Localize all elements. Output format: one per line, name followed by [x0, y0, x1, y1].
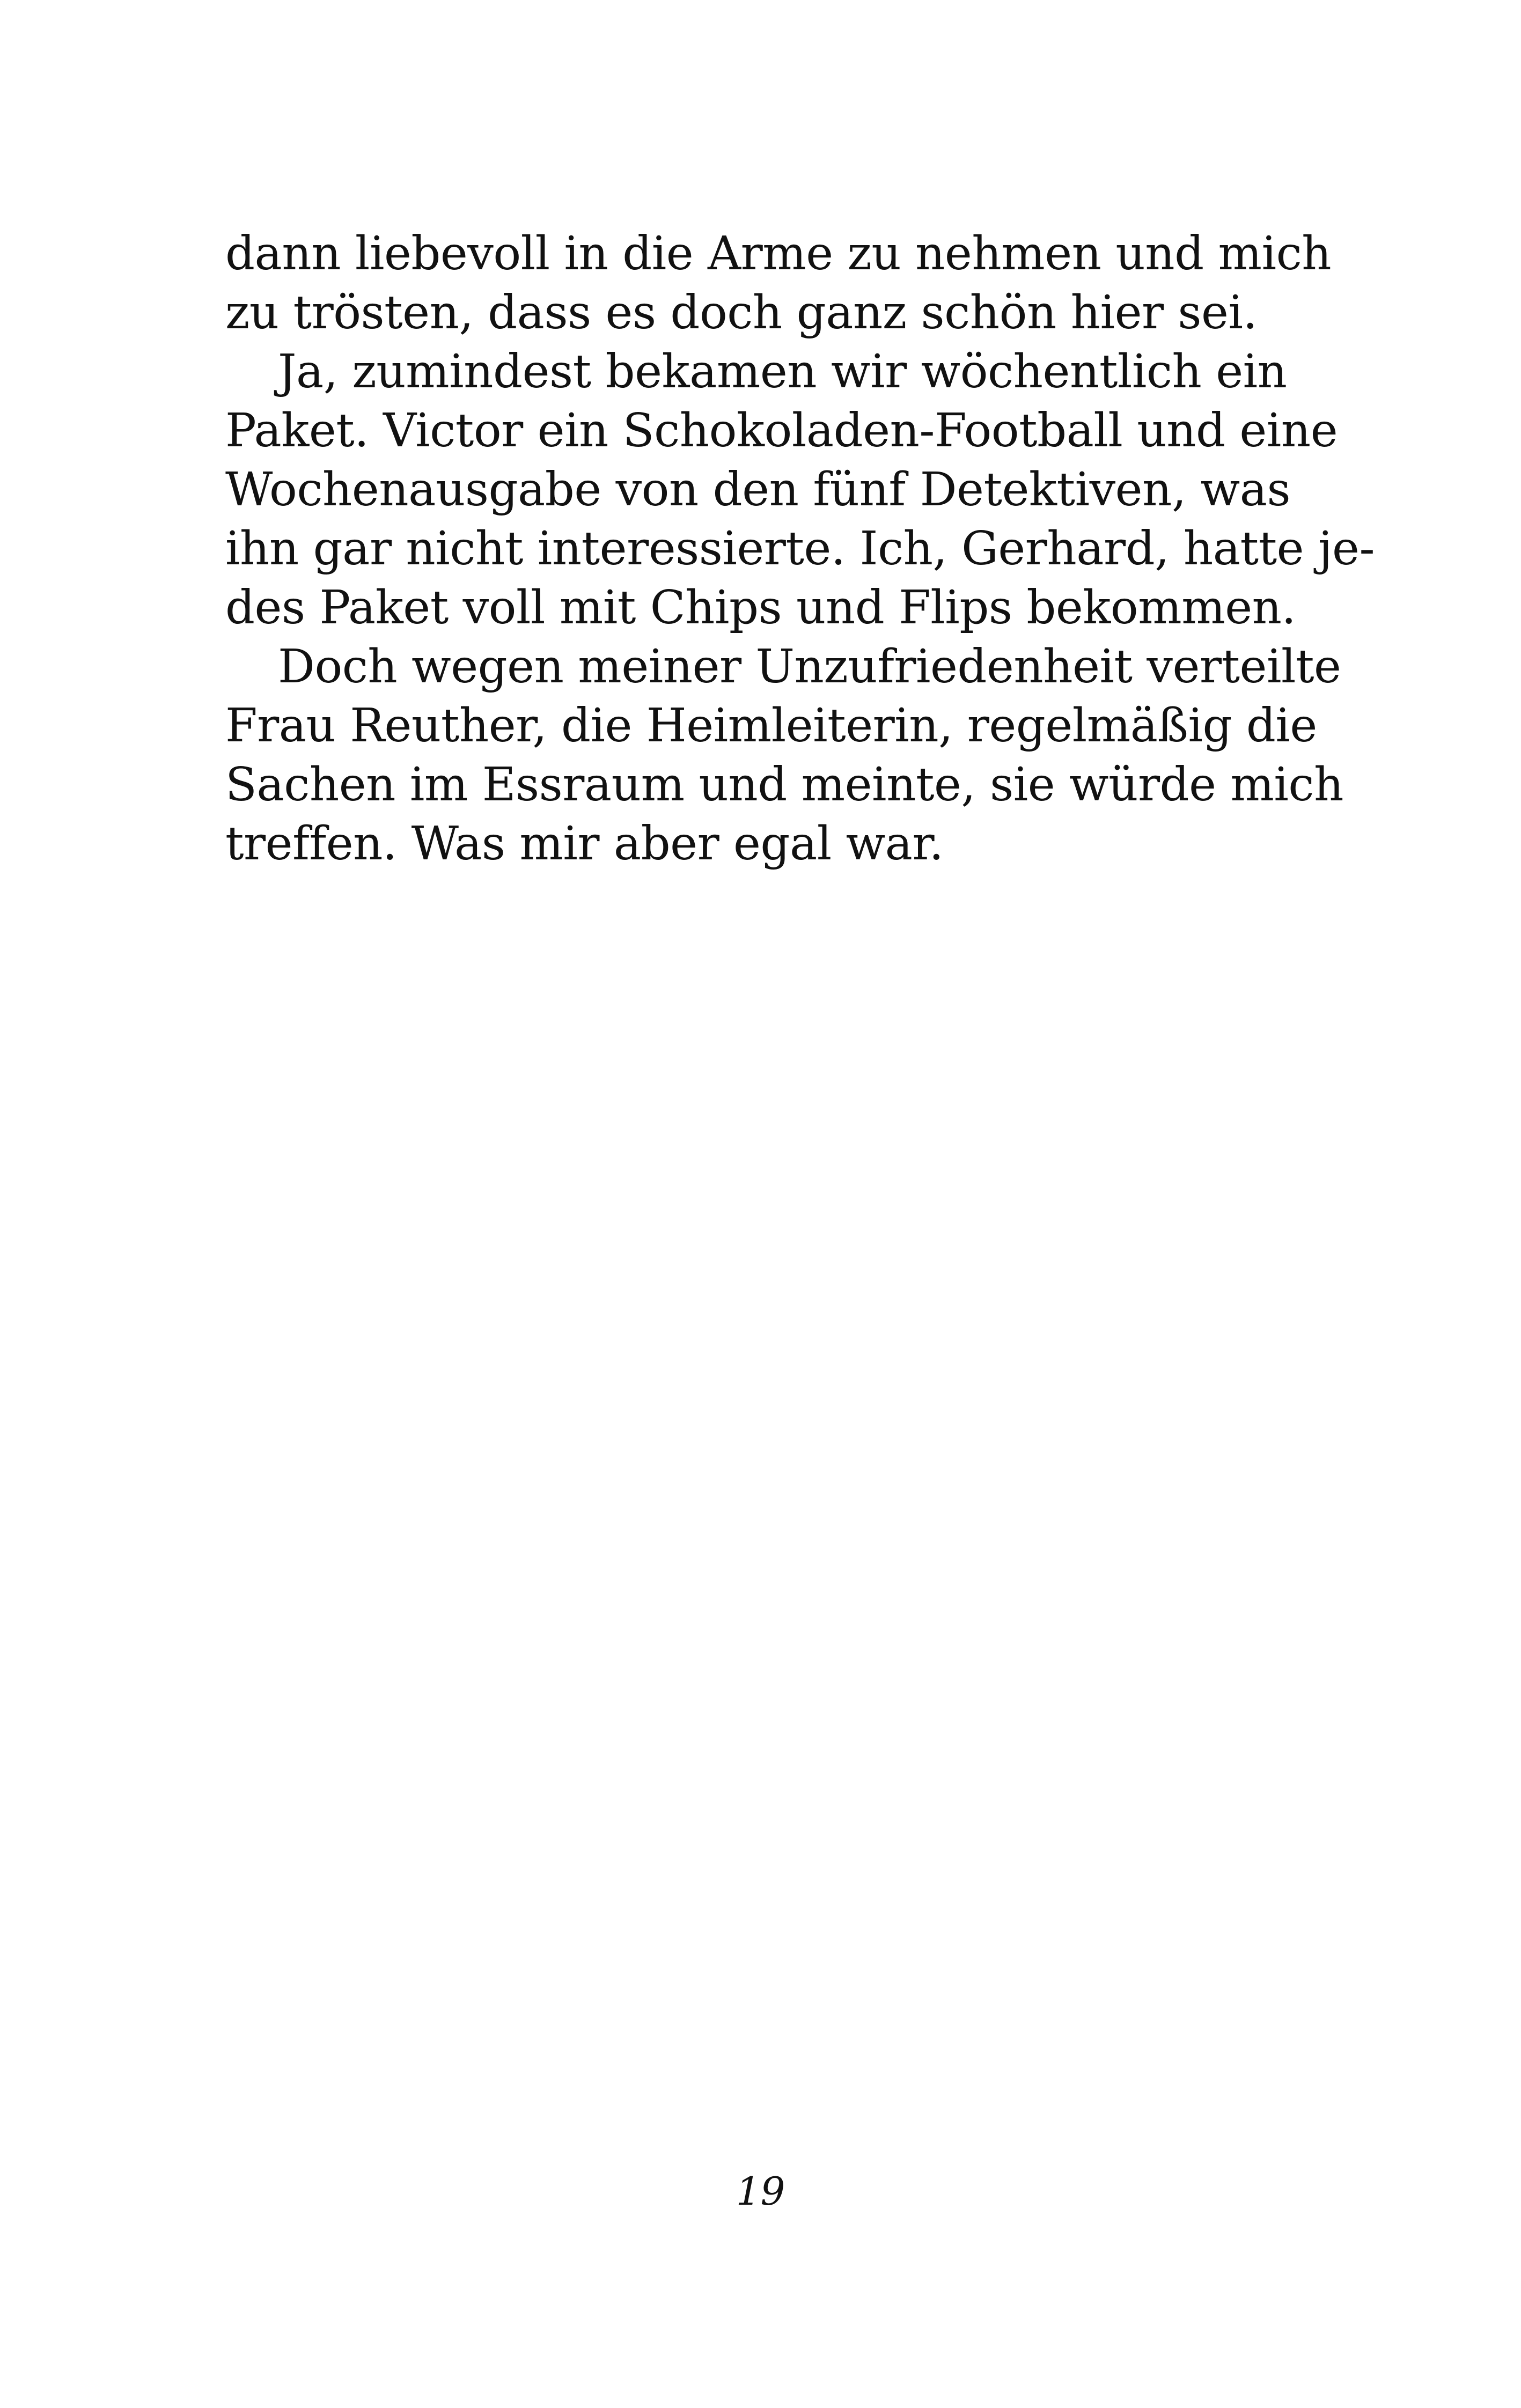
text-line: zu trösten, dass es doch ganz schön hier sei. — [225, 286, 1258, 340]
text-line: Sachen im Essraum und meinte, sie würde mich — [225, 758, 1343, 812]
text-line: des Paket voll mit Chips und Flips bekommen. — [225, 581, 1296, 635]
paragraph-3 — [225, 637, 1343, 873]
text-line: dann liebevoll in die Arme zu nehmen und mich — [225, 227, 1332, 281]
paragraph-1 — [225, 224, 1332, 342]
text-line: ihn gar nicht interessierte. Ich, Gerhard, hatte je- — [225, 522, 1375, 576]
text-line: Paket. Victor ein Schokoladen-Football und eine — [225, 404, 1338, 458]
body-text — [225, 224, 1375, 873]
text-line: Wochenausgabe von den fünf Detektiven, was — [225, 463, 1291, 517]
paragraph-2 — [225, 342, 1375, 637]
text-line: treffen. Was mir aber egal war. — [225, 817, 944, 871]
page-number: 19 — [736, 2169, 785, 2214]
text-line: Doch wegen meiner Unzufriedenheit verteilte — [278, 640, 1341, 694]
text-line: Ja, zumindest bekamen wir wöchentlich ein — [278, 345, 1287, 399]
text-line: Frau Reuther, die Heimleiterin, regelmäßig die — [225, 699, 1317, 753]
